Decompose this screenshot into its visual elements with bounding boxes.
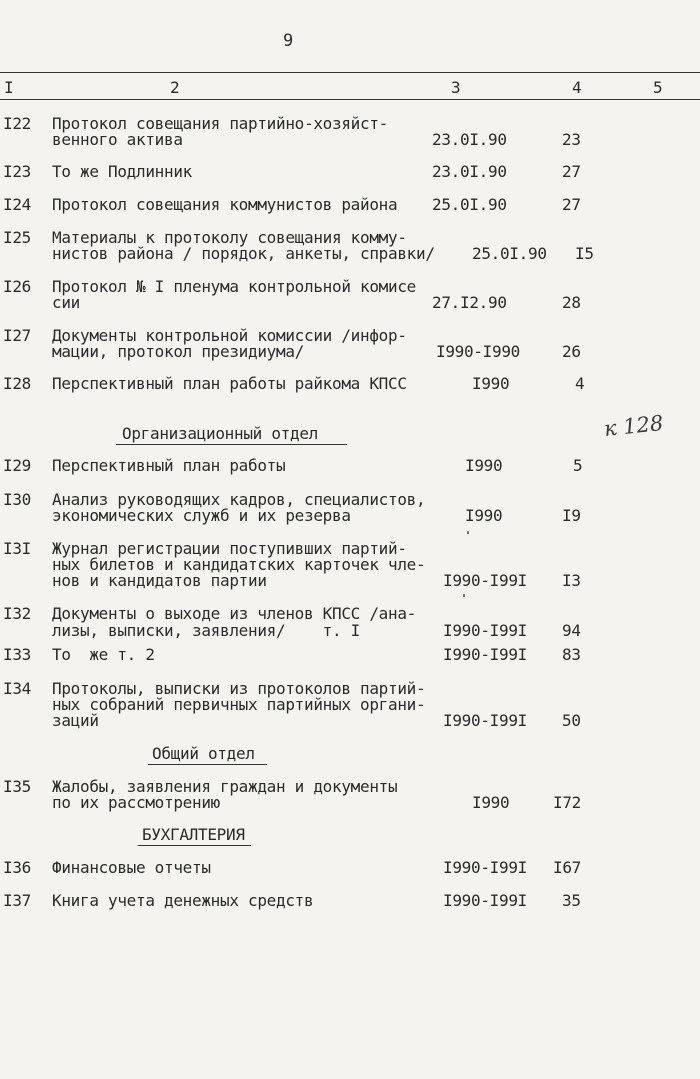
column-header-1: I: [4, 78, 14, 97]
row-sheets: 4: [575, 374, 585, 393]
header-bottom-rule: [0, 99, 700, 100]
row-number: I28: [3, 374, 31, 393]
row-date: 23.0I.90: [432, 162, 507, 181]
row-date: I990-I99I: [443, 645, 527, 664]
row-title-line: ных билетов и кандидатских карточек чле-: [52, 555, 426, 574]
row-number: I27: [3, 326, 31, 345]
row-sheets: 83: [562, 645, 581, 664]
row-number: I22: [3, 114, 31, 133]
column-header-2: 2: [170, 78, 180, 97]
row-date: I990: [472, 793, 510, 812]
row-title-line: заций: [52, 711, 99, 730]
row-number: I29: [3, 456, 31, 475]
scan-speck: [467, 531, 469, 534]
row-number: I3I: [3, 539, 31, 558]
row-title-line: Протокол совещания партийно-хозяйст-: [52, 114, 388, 133]
row-number: I25: [3, 228, 31, 247]
row-date: I990-I990: [436, 342, 520, 361]
row-title-line: Анализ руководящих кадров, специалистов,: [52, 490, 426, 509]
row-title-line: нистов района / порядок, анкеты, справки/: [52, 244, 435, 263]
row-sheets: 26: [562, 342, 581, 361]
row-title-line: Документы контрольной комиссии /инфор-: [52, 326, 407, 345]
row-date: I990: [465, 506, 503, 525]
row-date: I990-I99I: [443, 891, 527, 910]
row-date: I990-I99I: [443, 571, 527, 590]
row-number: I33: [3, 645, 31, 664]
row-number: I37: [3, 891, 31, 910]
row-sheets: I72: [553, 793, 581, 812]
row-sheets: I67: [553, 858, 581, 877]
page-number: 9: [283, 31, 293, 51]
row-sheets: I3: [562, 571, 581, 590]
section-heading: БУХГАЛТЕРИЯ: [142, 825, 245, 844]
row-title-line: То же т. 2: [52, 645, 155, 664]
row-date: I990-I99I: [443, 711, 527, 730]
row-title-line: Перспективный план работы: [52, 456, 286, 475]
row-sheets: 5: [573, 456, 583, 475]
row-date: I990: [465, 456, 503, 475]
row-sheets: 50: [562, 711, 581, 730]
section-heading: Общий отдел: [152, 744, 255, 763]
row-title-line: Протокол совещания коммунистов района: [52, 195, 398, 214]
row-title-line: нов и кандидатов партии: [52, 571, 267, 590]
row-date: 23.0I.90: [432, 130, 507, 149]
section-underline: [138, 845, 251, 846]
row-title-line: Журнал регистрации поступивших партий-: [52, 539, 407, 558]
row-title-line: сии: [52, 293, 80, 312]
row-title-line: Жалобы, заявления граждан и документы: [52, 777, 398, 796]
handwritten-note: к 128: [602, 410, 665, 442]
row-number: I26: [3, 277, 31, 296]
row-number: I35: [3, 777, 31, 796]
row-date: 25.0I.90: [432, 195, 507, 214]
row-title-line: Финансовые отчеты: [52, 858, 211, 877]
row-sheets: 23: [562, 130, 581, 149]
row-title-line: лизы, выписки, заявления/ т. I: [52, 621, 360, 640]
row-title-line: То же Подлинник: [52, 162, 192, 181]
row-title-line: Материалы к протоколу совещания комму-: [52, 228, 407, 247]
row-sheets: 35: [562, 891, 581, 910]
column-header-3: 3: [451, 78, 461, 97]
row-number: I23: [3, 162, 31, 181]
row-number: I30: [3, 490, 31, 509]
row-title-line: венного актива: [52, 130, 183, 149]
row-number: I32: [3, 604, 31, 623]
row-sheets: I9: [562, 506, 581, 525]
row-date: I990: [472, 374, 510, 393]
column-header-5: 5: [653, 78, 663, 97]
row-title-line: экономических служб и их резерва: [52, 506, 351, 525]
row-sheets: 27: [562, 195, 581, 214]
row-title-line: мации, протокол президиума/: [52, 342, 304, 361]
row-number: I24: [3, 195, 31, 214]
row-number: I36: [3, 858, 31, 877]
column-header-4: 4: [572, 78, 582, 97]
row-title-line: Документы о выходе из членов КПСС /ана-: [52, 604, 416, 623]
row-sheets: 27: [562, 162, 581, 181]
section-underline: [116, 444, 347, 445]
row-title-line: Книга учета денежных средств: [52, 891, 314, 910]
row-sheets: 94: [562, 621, 581, 640]
row-date: 27.I2.90: [432, 293, 507, 312]
row-date: I990-I99I: [443, 858, 527, 877]
row-sheets: 28: [562, 293, 581, 312]
header-top-rule: [0, 72, 700, 73]
row-sheets: I5: [575, 244, 594, 263]
row-date: I990-I99I: [443, 621, 527, 640]
row-date: 25.0I.90: [472, 244, 547, 263]
section-underline: [148, 764, 267, 765]
row-title-line: Протоколы, выписки из протоколов партий-: [52, 679, 426, 698]
row-title-line: ных собраний первичных партийных органи-: [52, 695, 426, 714]
section-heading: Организационный отдел: [122, 424, 318, 443]
row-title-line: Протокол № I пленума контрольной комисе: [52, 277, 416, 296]
row-title-line: по их рассмотрению: [52, 793, 220, 812]
scan-speck: [463, 594, 465, 597]
row-number: I34: [3, 679, 31, 698]
row-title-line: Перспективный план работы райкома КПСС: [52, 374, 407, 393]
